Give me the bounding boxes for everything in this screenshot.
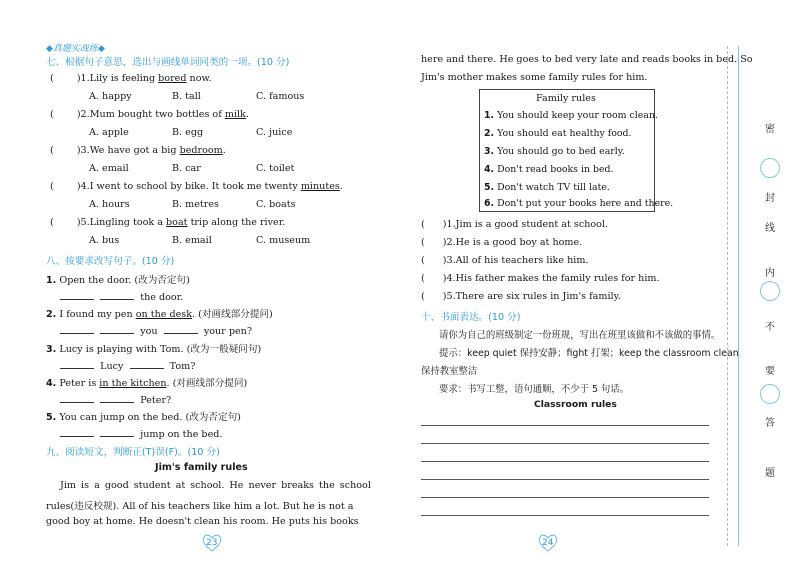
blank[interactable] [60,393,94,403]
underlined-word: minutes [300,181,340,192]
question-row: ( )3.We have got a big bedroom. [50,145,226,156]
passage-line: good boy at home. He doesn't clean his room. He puts his books [46,516,359,527]
option-c: C. boats [256,199,296,210]
seal-char: 题 [765,468,775,479]
option-a: A. happy [89,91,132,102]
option-a: A. email [89,163,129,174]
question-row: ( )1.Lily is feeling bored now. [50,73,212,84]
seal-char: 线 [765,223,775,234]
answer-line-3: Lucy Tom? [60,359,195,372]
tf-question: ( )1.Jim is a good student at school. [421,219,609,230]
writing-line[interactable] [421,443,709,444]
seal-circle [760,158,780,178]
question-row: ( )2.Mum bought two bottles of milk. [50,109,249,120]
underlined-word: boat [166,217,188,228]
section-9-title: 九、阅读短文，判断正(T)误(F)。(10 分) [46,447,220,458]
family-rule: 5. Don't watch TV till late. [484,182,610,193]
underlined-word: bored [158,73,187,84]
option-c: C. museum [256,235,311,246]
seal-dashed-line [727,46,728,546]
blank[interactable] [164,324,198,334]
option-b: B. tall [172,91,201,102]
underlined-phrase: in the kitchen [99,378,167,389]
tf-question: ( )5.There are six rules in Jim's family. [421,291,621,302]
diamond-icon: ◆ [97,44,105,54]
family-rules-title: Family rules [536,93,596,104]
writing-hint: 提示：keep quiet 保持安静；fight 打架；keep the classroom clean [439,348,739,359]
blank[interactable] [130,359,164,369]
tf-question: ( )2.He is a good boy at home. [421,237,583,248]
seal-char: 密 [765,124,775,135]
rewrite-question-5: 5. You can jump on the bed. (改为否定句) [46,412,241,423]
option-c: C. famous [256,91,305,102]
writing-line[interactable] [421,497,709,498]
tf-question: ( )3.All of his teachers like him. [421,255,589,266]
rewrite-question-2: 2. I found my pen on the desk. (对画线部分提问) [46,309,273,320]
writing-line[interactable] [421,425,709,426]
passage-line: here and there. He goes to bed very late and reads books in bed. So [421,54,753,65]
family-rule: 4. Don't read books in bed. [484,164,614,175]
option-a: A. hours [89,199,130,210]
writing-title: Classroom rules [534,399,617,410]
family-rule: 3. You should go to bed early. [484,146,625,157]
blank[interactable] [100,290,134,300]
tf-question: ( )4.His father makes the family rules for him. [421,273,660,284]
blank[interactable] [100,324,134,334]
writing-line[interactable] [421,479,709,480]
blank[interactable] [60,290,94,300]
section-8-title: 八、按要求改写句子。(10 分) [46,256,175,267]
writing-hint-cont: 保持教室整洁 [421,366,478,377]
seal-char: 内 [765,268,775,279]
underlined-phrase: on the desk [135,309,193,320]
rewrite-question-1: 1. Open the door. (改为否定句) [46,275,190,286]
answer-line-5: jump on the bed. [60,427,222,440]
section-10-title: 十、书面表达。(10 分) [421,312,521,323]
seal-char: 答 [765,418,775,429]
seal-circle [760,384,780,404]
family-rule: 1. You should keep your room clean. [484,110,658,121]
banner: ◆真题实战练◆ [46,44,105,54]
passage-title: Jim's family rules [155,462,248,473]
writing-requirement: 要求：书写工整，语句通顺，不少于 5 句话。 [439,384,630,395]
writing-line[interactable] [421,461,709,462]
family-rules-box [479,89,674,212]
seal-char: 不 [765,322,775,333]
family-rule: 6. Don't put your books here and there. [484,198,674,209]
seal-solid-line [738,46,739,546]
underlined-word: milk [224,109,246,120]
blank[interactable] [60,359,94,369]
option-a: A. bus [89,235,120,246]
blank[interactable] [60,324,94,334]
seal-char: 封 [765,193,775,204]
rewrite-question-4: 4. Peter is in the kitchen. (对画线部分提问) [46,378,248,389]
question-row: ( )4.I went to school by bike. It took me twenty minutes. [50,181,343,192]
option-a: A. apple [89,127,129,138]
blank[interactable] [100,393,134,403]
diamond-icon: ◆ [46,44,53,54]
underlined-word: bedroom [179,145,223,156]
rewrite-question-3: 3. Lucy is playing with Tom. (改为一般疑问句) [46,344,262,355]
answer-line-2: you your pen? [60,324,252,337]
option-b: B. egg [172,127,204,138]
answer-line-1: the door. [60,290,183,303]
option-c: C. toilet [256,163,295,174]
blank[interactable] [60,427,94,437]
option-c: C. juice [256,127,293,138]
option-b: B. car [172,163,201,174]
passage-line: Jim's mother makes some family rules for him. [421,72,648,83]
answer-line-4: Peter? [60,393,171,406]
seal-circle [760,281,780,301]
seal-char: 要 [765,366,775,377]
passage-line: Jim is a good student at school. He never breaks the school [60,480,371,491]
writing-line[interactable] [421,515,709,516]
paren: ( [50,73,54,84]
option-b: B. email [172,235,212,246]
family-rule: 2. You should eat healthy food. [484,128,632,139]
option-b: B. metres [172,199,219,210]
question-row: ( )5.Lingling took a boat trip along the river. [50,217,286,228]
section-7-title: 七、根据句子意思，选出与画线单词同类的一项。(10 分) [46,57,290,68]
passage-line: rules(违反校规). All of his teachers like him a lot. But he is not a [46,501,354,512]
blank[interactable] [100,427,134,437]
writing-prompt: 请你为自己的班级制定一份班规，写出在班里该做和不该做的事情。 [439,330,721,341]
